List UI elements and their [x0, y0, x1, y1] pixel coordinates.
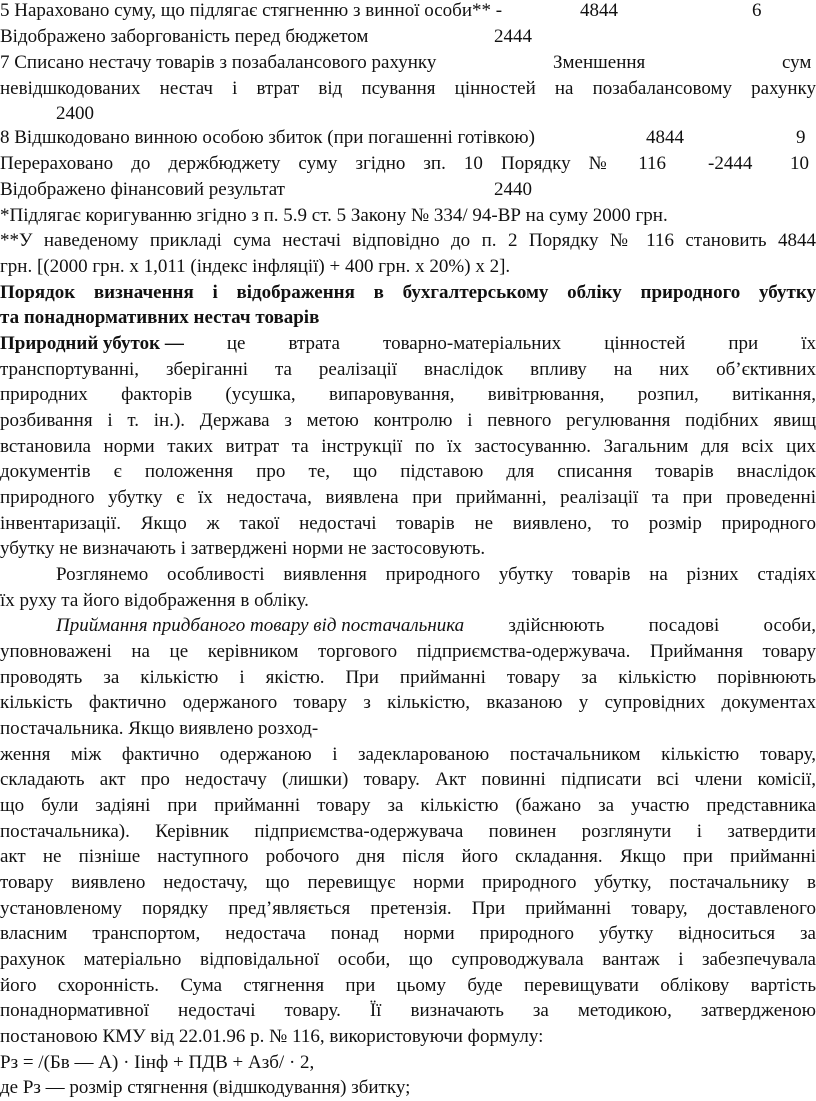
reception-text: здійснюють посадові особи, [464, 615, 816, 636]
text-line: встановила норми таких витрат та інструкції по їх застосуванню. Загальним для всіх цих [0, 436, 816, 457]
definition-text: це втрата товарно-матеріальних цінностей при їх [183, 333, 816, 354]
text-line: природних факторів (усушка, випаровування, вивітрювання, розпил, витікання, [0, 384, 816, 405]
entry-10-text: Відображено фінансовий результат [0, 179, 285, 200]
entry-6-line [0, 24, 816, 50]
text-line: акт не пізніше наступного робочого дня після його складання. Якщо при прийманні [0, 846, 816, 867]
entry-6-number: 6 [752, 0, 762, 21]
entry-8-text: 8 Відшкодовано винною особою збиток (при погашенні готівкою) [0, 127, 535, 148]
text-line: кількість фактично одержаного товару з кількістю, вказаною у супровідних документах [0, 692, 816, 713]
text-line: товару виявлено недостачу, що перевищує норми природного убутку, постачальнику в [0, 872, 816, 893]
entry-9-debit: -2444 [708, 153, 753, 174]
text-line: складають акт про недостачу (лишки) товару. Акт повинні підписати всі члени комісії, [0, 769, 816, 790]
entry-10-number: 10 [790, 153, 809, 174]
entry-5-text: 5 Нараховано суму, що підлягає стягненню з винної особи** - [0, 0, 503, 21]
text-line: убутку не визначають і затверджені норми не застосовують. [0, 538, 486, 559]
entry-6-debit: 2444 [494, 26, 532, 47]
text-line: інвентаризації. Якщо ж такої недостачі товарів не виявлено, то розмір природного [0, 513, 816, 534]
text-line: рахунок матеріально відповідальної особи, що супроводжувала вантаж і забезпечувала [0, 949, 816, 970]
text-line: Розглянемо особливості виявлення природного убутку товарів на різних стадіях [56, 564, 816, 585]
entry-9-line [0, 151, 816, 177]
entry-7-tail: сум [782, 52, 812, 73]
entry-10-line [0, 177, 816, 203]
formula: Рз = /(Бв — А) · Іінф + ПДВ + Азб/ · 2, [0, 1052, 315, 1073]
text-line: документів є положення про те, що підставою для списання товарів внаслідок [0, 461, 816, 482]
footnote-2: **У наведеному прикладі сума нестачі відповідно до п. 2 Порядку № 116 становить 4844 [0, 230, 816, 251]
entry-9-number: 9 [796, 127, 806, 148]
text-line: що були задіяні при прийманні товару за кількістю (бажано за участю представника [0, 795, 816, 816]
text-line: постачальника). Керівник підприємства-одержувача повинен розглянути і затвердити [0, 821, 816, 842]
entry-5-line [0, 0, 816, 24]
text-line: природного убутку є їх недостача, виявлена при прийманні, реалізації та при проведенні [0, 487, 816, 508]
definition-term: Природний убуток — [0, 333, 184, 354]
text-line: його схоронність. Сума стягнення при цьому буде перевищувати облікову вартість [0, 975, 816, 996]
entry-7-amount: 2400 [56, 103, 94, 124]
footnote-2-cont: грн. [(2000 грн. х 1,011 (індекс інфляції) + 400 грн. х 20%) х 2]. [0, 256, 511, 277]
text-line: установленому порядку пред’являється претензія. При прийманні товару, доставленого [0, 898, 816, 919]
reception-line [56, 613, 816, 639]
text-line: постачальника. Якщо виявлено розход- [0, 718, 319, 739]
entry-7-text: 7 Списано нестачу товарів з позабалансового рахунку [0, 52, 437, 73]
text-line: постановою КМУ від 22.01.96 р. № 116, використовуючи формулу: [0, 1026, 544, 1047]
entry-7-word: Зменшення [553, 52, 646, 73]
text-line: їх руху та його відображення в обліку. [0, 590, 309, 611]
reception-term: Приймання придбаного товару від постачальника [56, 615, 465, 636]
text-line: ження між фактично одержаною і задекларованою постачальником кількістю товару, [0, 744, 816, 765]
entry-7-line [0, 50, 816, 76]
section-heading: Порядок визначення і відображення в бухгалтерському обліку природного убутку [0, 282, 816, 303]
text-line: власним транспортом, недостача понад норми природного убутку відноситься за [0, 923, 816, 944]
text-line: розбивання і т. ін.). Держава з метою контролю і певного регулювання подібних явищ [0, 410, 816, 431]
entry-5-debit: 4844 [580, 0, 618, 21]
entry-6-text: Відображено заборгованість перед бюджетом [0, 26, 369, 47]
text-line: понаднормативної недостачі товару. Її визначають за методикою, затвердженою [0, 1000, 816, 1021]
entry-8-debit: 4844 [646, 127, 684, 148]
section-heading-cont: та понаднормативних нестач товарів [0, 307, 320, 328]
entry-9-text: Перераховано до держбюджету суму згідно зп. 10 Порядку № 116 [0, 153, 666, 174]
entry-10-debit: 2440 [494, 179, 532, 200]
text-line: проводять за кількістю і якістю. При прийманні товару за кількістю порівнюють [0, 667, 816, 688]
footnote-1: *Підлягає коригуванню згідно з п. 5.9 ст. 5 Закону № 334/ 94-ВР на суму 2000 грн. [0, 205, 668, 226]
text-line: невідшкодованих нестач і втрат від псування цінностей на позабалансовому рахунку [0, 78, 816, 99]
entry-7-amount-line [0, 101, 816, 127]
text-line: уповноважені на це керівником торгового підприємства-одержувача. Приймання товару [0, 641, 816, 662]
definition-line [0, 331, 816, 357]
text-line: транспортуванні, зберіганні та реалізації внаслідок впливу на них об’єктивних [0, 359, 816, 380]
entry-8-line [0, 125, 816, 151]
formula-legend: де Рз — розмір стягнення (відшкодування) збитку; [0, 1077, 411, 1098]
